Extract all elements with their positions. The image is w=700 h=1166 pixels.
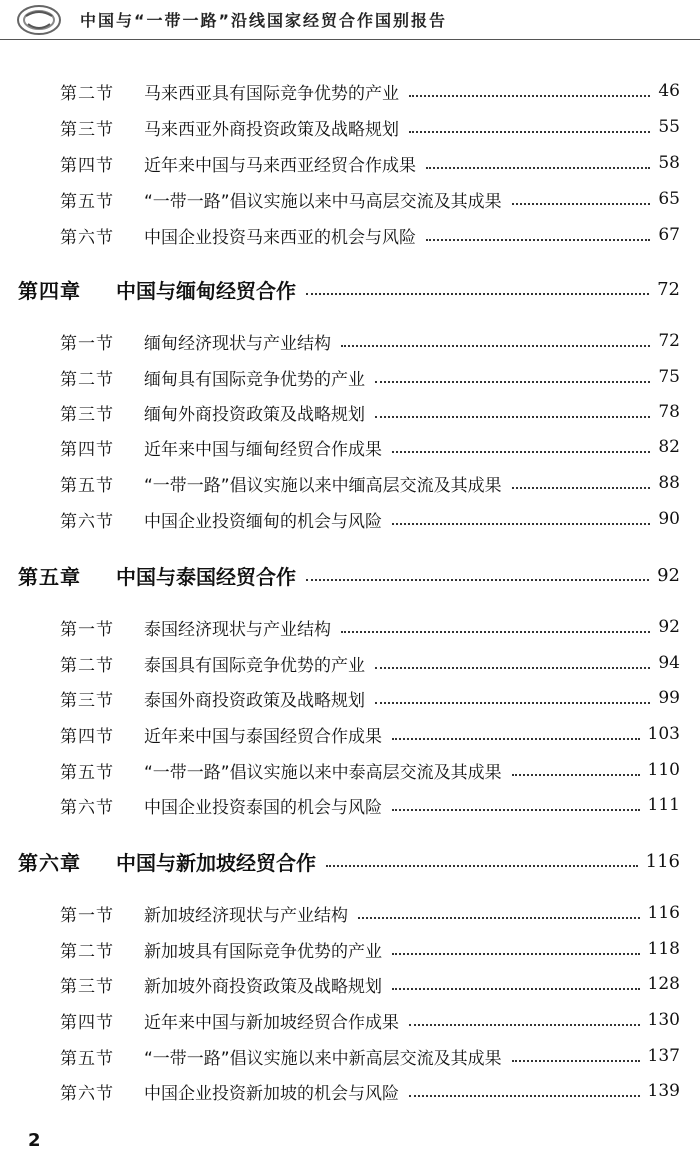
section-title: 马来西亚具有国际竞争优势的产业 bbox=[144, 83, 399, 104]
section-title: “一带一路”倡议实施以来中泰高层交流及其成果 bbox=[144, 762, 502, 783]
section-title: 新加坡具有国际竞争优势的产业 bbox=[144, 941, 382, 962]
section-title: 近年来中国与泰国经贸合作成果 bbox=[144, 726, 382, 747]
section-number: 第五节 bbox=[60, 191, 114, 212]
toc-section-row[interactable] bbox=[0, 326, 700, 356]
section-number: 第四节 bbox=[60, 726, 114, 747]
toc-section-row[interactable] bbox=[0, 648, 700, 678]
toc-section-row[interactable] bbox=[0, 1005, 700, 1035]
section-number: 第三节 bbox=[60, 404, 114, 425]
section-number: 第五节 bbox=[60, 762, 114, 783]
toc-section-row[interactable] bbox=[0, 397, 700, 427]
toc-page-number: 116 bbox=[645, 850, 680, 872]
toc-page-number: 72 bbox=[658, 331, 680, 351]
page-number: 2 bbox=[28, 1130, 41, 1151]
toc-page-number: 92 bbox=[658, 617, 680, 637]
section-number: 第一节 bbox=[60, 333, 114, 354]
section-title: 新加坡经济现状与产业结构 bbox=[144, 905, 348, 926]
leader-dots bbox=[392, 953, 640, 955]
toc-page-number: 90 bbox=[658, 509, 680, 529]
toc-page-number: 94 bbox=[658, 653, 680, 673]
section-number: 第二节 bbox=[60, 369, 114, 390]
section-title: 中国企业投资马来西亚的机会与风险 bbox=[144, 227, 416, 248]
leader-dots bbox=[392, 809, 640, 811]
leader-dots bbox=[512, 203, 650, 205]
leader-dots bbox=[375, 381, 650, 383]
header-rule bbox=[0, 39, 700, 40]
toc-page-number: 128 bbox=[647, 974, 680, 994]
leader-dots bbox=[358, 917, 640, 919]
chapter-number: 第四章 bbox=[18, 278, 81, 303]
toc-section-row[interactable] bbox=[0, 362, 700, 392]
section-number: 第二节 bbox=[60, 655, 114, 676]
section-number: 第五节 bbox=[60, 475, 114, 496]
section-title: 泰国具有国际竞争优势的产业 bbox=[144, 655, 365, 676]
section-number: 第六节 bbox=[60, 227, 114, 248]
toc-page-number: 75 bbox=[658, 367, 680, 387]
section-number: 第一节 bbox=[60, 905, 114, 926]
section-title: 缅甸具有国际竞争优势的产业 bbox=[144, 369, 365, 390]
toc-section-row[interactable] bbox=[0, 683, 700, 713]
section-title: “一带一路”倡议实施以来中缅高层交流及其成果 bbox=[144, 475, 502, 496]
leader-dots bbox=[341, 631, 650, 633]
toc-section-row[interactable] bbox=[0, 220, 700, 250]
toc-page-number: 67 bbox=[658, 225, 680, 245]
toc-page-number: 58 bbox=[658, 153, 680, 173]
leader-dots bbox=[409, 131, 650, 133]
chapter-number: 第六章 bbox=[18, 850, 81, 875]
section-title: 新加坡外商投资政策及战略规划 bbox=[144, 976, 382, 997]
section-number: 第四节 bbox=[60, 1012, 114, 1033]
leader-dots bbox=[409, 1024, 640, 1026]
toc-section-row[interactable] bbox=[0, 112, 700, 142]
section-title: “一带一路”倡议实施以来中马高层交流及其成果 bbox=[144, 191, 502, 212]
toc-page-number: 92 bbox=[657, 564, 680, 586]
leader-dots bbox=[392, 988, 640, 990]
leader-dots bbox=[375, 667, 650, 669]
leader-dots bbox=[512, 487, 650, 489]
section-number: 第二节 bbox=[60, 941, 114, 962]
toc-section-row[interactable] bbox=[0, 1076, 700, 1106]
section-number: 第三节 bbox=[60, 690, 114, 711]
publisher-logo-icon bbox=[16, 4, 62, 36]
section-title: 泰国外商投资政策及战略规划 bbox=[144, 690, 365, 711]
leader-dots bbox=[375, 416, 650, 418]
leader-dots bbox=[392, 738, 640, 740]
leader-dots bbox=[306, 579, 649, 581]
leader-dots bbox=[392, 451, 650, 453]
toc-section-row[interactable] bbox=[0, 148, 700, 178]
toc-page-number: 139 bbox=[647, 1081, 680, 1101]
leader-dots bbox=[426, 239, 650, 241]
leader-dots bbox=[409, 95, 650, 97]
toc-page-number: 118 bbox=[647, 939, 680, 959]
section-number: 第四节 bbox=[60, 155, 114, 176]
toc-page-number: 99 bbox=[658, 688, 680, 708]
toc-page-number: 65 bbox=[658, 189, 680, 209]
section-number: 第二节 bbox=[60, 83, 114, 104]
chapter-number: 第五章 bbox=[18, 564, 81, 589]
toc-section-row[interactable] bbox=[0, 969, 700, 999]
section-title: 中国企业投资新加坡的机会与风险 bbox=[144, 1083, 399, 1104]
section-number: 第六节 bbox=[60, 511, 114, 532]
chapter-title: 中国与泰国经贸合作 bbox=[116, 564, 296, 589]
leader-dots bbox=[409, 1095, 640, 1097]
toc-page-number: 78 bbox=[658, 402, 680, 422]
section-title: 近年来中国与新加坡经贸合作成果 bbox=[144, 1012, 399, 1033]
toc-page-number: 72 bbox=[657, 278, 680, 300]
section-number: 第三节 bbox=[60, 119, 114, 140]
toc-section-row[interactable] bbox=[0, 790, 700, 820]
toc-chapter-row[interactable] bbox=[0, 846, 700, 876]
chapter-title: 中国与新加坡经贸合作 bbox=[116, 850, 316, 875]
section-title: 中国企业投资缅甸的机会与风险 bbox=[144, 511, 382, 532]
leader-dots bbox=[326, 865, 638, 867]
toc-section-row[interactable] bbox=[0, 504, 700, 534]
toc-section-row[interactable] bbox=[0, 898, 700, 928]
toc-page-number: 88 bbox=[658, 473, 680, 493]
toc-section-row[interactable] bbox=[0, 76, 700, 106]
section-number: 第三节 bbox=[60, 976, 114, 997]
leader-dots bbox=[392, 523, 650, 525]
toc-section-row[interactable] bbox=[0, 719, 700, 749]
section-title: 近年来中国与马来西亚经贸合作成果 bbox=[144, 155, 416, 176]
toc-section-row[interactable] bbox=[0, 432, 700, 462]
toc-page-number: 116 bbox=[647, 903, 680, 923]
section-number: 第六节 bbox=[60, 1083, 114, 1104]
toc-section-row[interactable] bbox=[0, 612, 700, 642]
toc-page-number: 110 bbox=[647, 760, 680, 780]
section-number: 第四节 bbox=[60, 439, 114, 460]
header-title: 中国与“一带一路”沿线国家经贸合作国别报告 bbox=[80, 11, 448, 30]
chapter-title: 中国与缅甸经贸合作 bbox=[116, 278, 296, 303]
toc-section-row[interactable] bbox=[0, 1041, 700, 1071]
section-number: 第六节 bbox=[60, 797, 114, 818]
section-number: 第一节 bbox=[60, 619, 114, 640]
toc-page-number: 46 bbox=[658, 81, 680, 101]
section-title: 泰国经济现状与产业结构 bbox=[144, 619, 331, 640]
toc-chapter-row[interactable] bbox=[0, 560, 700, 590]
toc-section-row[interactable] bbox=[0, 184, 700, 214]
section-title: 缅甸经济现状与产业结构 bbox=[144, 333, 331, 354]
leader-dots bbox=[426, 167, 650, 169]
toc-section-row[interactable] bbox=[0, 934, 700, 964]
toc-page-number: 55 bbox=[658, 117, 680, 137]
section-number: 第五节 bbox=[60, 1048, 114, 1069]
toc-page-number: 103 bbox=[647, 724, 680, 744]
toc-page-number: 130 bbox=[647, 1010, 680, 1030]
section-title: 缅甸外商投资政策及战略规划 bbox=[144, 404, 365, 425]
section-title: 马来西亚外商投资政策及战略规划 bbox=[144, 119, 399, 140]
page-header bbox=[0, 0, 700, 40]
section-title: 中国企业投资泰国的机会与风险 bbox=[144, 797, 382, 818]
leader-dots bbox=[512, 1060, 640, 1062]
section-title: 近年来中国与缅甸经贸合作成果 bbox=[144, 439, 382, 460]
leader-dots bbox=[512, 774, 640, 776]
toc-section-row[interactable] bbox=[0, 755, 700, 785]
leader-dots bbox=[375, 702, 650, 704]
toc-chapter-row[interactable] bbox=[0, 274, 700, 304]
toc-page-number: 111 bbox=[647, 795, 680, 815]
toc-section-row[interactable] bbox=[0, 468, 700, 498]
toc-page-number: 137 bbox=[647, 1046, 680, 1066]
section-title: “一带一路”倡议实施以来中新高层交流及其成果 bbox=[144, 1048, 502, 1069]
leader-dots bbox=[341, 345, 650, 347]
leader-dots bbox=[306, 293, 649, 295]
toc-page-number: 82 bbox=[658, 437, 680, 457]
